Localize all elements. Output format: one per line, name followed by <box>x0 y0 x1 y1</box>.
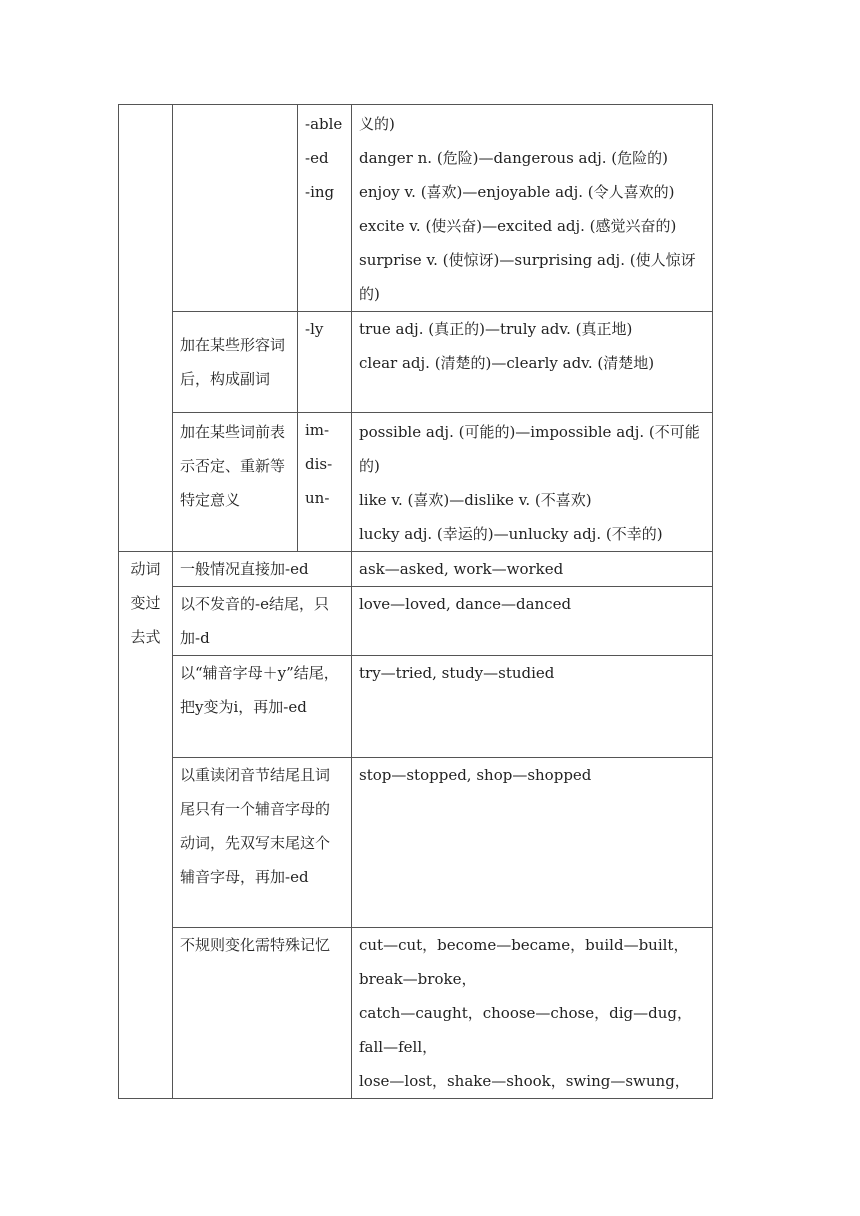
example-line: possible adj. (可能的)—impossible adj. (不可能 <box>359 423 700 441</box>
example-line: excite v. (使兴奋)—excited adj. (感觉兴奋的) <box>359 217 677 235</box>
rule-text: 以不发音的-e结尾，只加-d <box>180 595 329 647</box>
example-line: surprise v. (使惊讶)—surprising adj. (使人惊讶 <box>359 251 696 269</box>
example-line: stop—stopped, shop—shopped <box>359 766 592 784</box>
rule-cell <box>173 928 352 1099</box>
table-row <box>119 587 713 656</box>
table-row <box>119 312 713 413</box>
rule-cell-empty <box>173 105 298 312</box>
example-cell <box>352 552 713 587</box>
rule-text: 加在某些形容词后，构成副词 <box>180 336 286 388</box>
word-formation-table <box>118 104 713 1099</box>
example-line: true adj. (真正的)—truly adv. (真正地) <box>359 320 633 338</box>
example-line: danger n. (危险)—dangerous adj. (危险的) <box>359 149 668 167</box>
table-row <box>119 105 713 312</box>
table-row <box>119 758 713 928</box>
table-row <box>119 656 713 758</box>
example-line: try—tried, study—studied <box>359 664 555 682</box>
rule-text: 加在某些词前表示否定、重新等特定意义 <box>180 423 286 509</box>
suffix: -ing <box>305 183 335 201</box>
rule-text: 不规则变化需特殊记忆 <box>180 936 331 954</box>
example-line: catch—caught，choose—chose，dig—dug， <box>359 1004 692 1022</box>
prefix: im- <box>305 421 330 439</box>
example-line: like v. (喜欢)—dislike v. (不喜欢) <box>359 491 592 509</box>
example-line: 的) <box>359 457 380 475</box>
example-cell <box>352 312 713 413</box>
table-row <box>119 552 713 587</box>
example-line: love—loved, dance—danced <box>359 595 572 613</box>
rule-cell <box>173 587 352 656</box>
suffix: -ly <box>305 320 324 338</box>
rule-cell <box>173 552 352 587</box>
example-cell <box>352 656 713 758</box>
suffix-cell <box>298 105 352 312</box>
prefix-cell <box>298 413 352 552</box>
category-cell-empty <box>119 105 173 552</box>
example-cell <box>352 758 713 928</box>
table-row <box>119 413 713 552</box>
prefix: dis- <box>305 455 333 473</box>
rule-cell <box>173 656 352 758</box>
rule-cell <box>173 758 352 928</box>
suffix: -able <box>305 115 343 133</box>
example-line: fall—fell， <box>359 1038 438 1056</box>
rule-text: 以重读闭音节结尾且词尾只有一个辅音字母的动词，先双写末尾这个辅音字母，再加-ed <box>180 766 331 886</box>
suffix-cell <box>298 312 352 413</box>
example-line: 义的) <box>359 115 395 133</box>
example-cell <box>352 587 713 656</box>
example-cell <box>352 413 713 552</box>
example-line: break—broke， <box>359 970 477 988</box>
table-row <box>119 928 713 1099</box>
example-line: lose—lost，shake—shook，swing—swung， <box>359 1072 690 1090</box>
example-line: lucky adj. (幸运的)—unlucky adj. (不幸的) <box>359 525 663 543</box>
prefix: un- <box>305 489 330 507</box>
rule-text: 一般情况直接加-ed <box>180 560 309 578</box>
category-cell <box>119 552 173 1099</box>
rule-text: 以“辅音字母＋y”结尾，把y变为i，再加-ed <box>180 664 339 716</box>
example-line: ask—asked, work—worked <box>359 560 564 578</box>
example-line: cut—cut，become—became，build—built， <box>359 936 689 954</box>
example-line: 的) <box>359 285 380 303</box>
category-label: 动词变过去式 <box>130 560 161 646</box>
example-cell <box>352 105 713 312</box>
example-line: enjoy v. (喜欢)—enjoyable adj. (令人喜欢的) <box>359 183 675 201</box>
example-line: clear adj. (清楚的)—clearly adv. (清楚地) <box>359 354 655 372</box>
suffix: -ed <box>305 149 329 167</box>
example-cell <box>352 928 713 1099</box>
rule-cell <box>173 413 298 552</box>
rule-cell <box>173 312 298 413</box>
